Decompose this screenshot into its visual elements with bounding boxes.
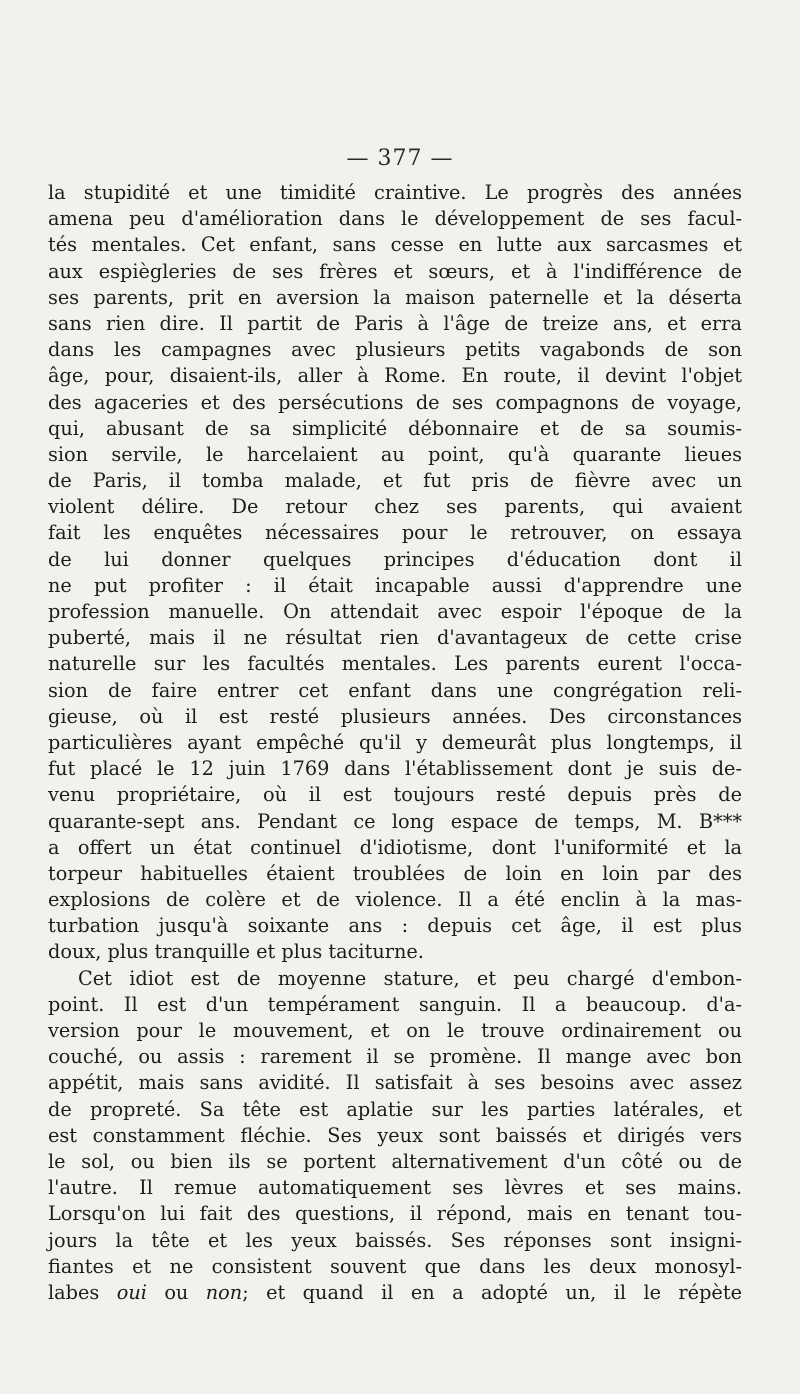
text-line: doux, plus tranquille et plus taciturne. <box>48 940 424 964</box>
text-fragment: ; et quand il en a adopté un, il le répète <box>242 1280 742 1304</box>
text-line: dans les campagnes avec plusieurs petits vagabonds de son <box>48 338 742 362</box>
text-line: sion servile, le harcelaient au point, qu'à quarante lieues <box>48 442 742 466</box>
text-line: a offert un état continuel d'idiotisme, dont l'uniformité et la <box>48 835 742 859</box>
text-line-last <box>48 1280 742 1306</box>
body-text <box>48 180 742 1306</box>
text-line: fiantes et ne consistent souvent que dans les deux monosyl- <box>48 1254 742 1278</box>
text-line: naturelle sur les facultés mentales. Les parents eurent l'occa- <box>48 652 742 676</box>
text-line: sans rien dire. Il partit de Paris à l'âge de treize ans, et erra <box>48 311 742 335</box>
text-line: point. Il est d'un tempérament sanguin. Il a beaucoup. d'a- <box>48 992 742 1016</box>
page-number: — 377 — <box>346 146 454 171</box>
text-line: Lorsqu'on lui fait des questions, il répond, mais en tenant tou- <box>48 1202 742 1226</box>
text-fragment: ou <box>146 1280 206 1304</box>
text-line: particulières ayant empêché qu'il y demeurât plus longtemps, il <box>48 730 742 754</box>
text-line: de Paris, il tomba malade, et fut pris de fièvre avec un <box>48 469 742 493</box>
text-line: l'autre. Il remue automatiquement ses lèvres et ses mains. <box>48 1176 742 1200</box>
text-line: ne put profiter : il était incapable aussi d'apprendre une <box>48 573 742 597</box>
text-line: jours la tête et les yeux baissés. Ses réponses sont insigni- <box>48 1228 742 1252</box>
text-line: aux espiègleries de ses frères et sœurs, et à l'indifférence de <box>48 259 742 283</box>
text-line: amena peu d'amélioration dans le développement de ses facul- <box>48 207 742 231</box>
text-line: de propreté. Sa tête est aplatie sur les parties latérales, et <box>48 1097 742 1121</box>
text-line: qui, abusant de sa simplicité débonnaire et de sa soumis- <box>48 416 742 440</box>
text-fragment: labes <box>48 1280 117 1304</box>
text-line: violent délire. De retour chez ses parents, qui avaient <box>48 495 742 519</box>
text-line: venu propriétaire, où il est toujours resté depuis près de <box>48 783 742 807</box>
italic-word-non: non <box>205 1280 243 1304</box>
text-line: turbation jusqu'à soixante ans : depuis cet âge, il est plus <box>48 914 742 938</box>
text-line: appétit, mais sans avidité. Il satisfait à ses besoins avec assez <box>48 1071 742 1095</box>
text-line: profession manuelle. On attendait avec espoir l'époque de la <box>48 600 742 623</box>
text-line: puberté, mais il ne résultat rien d'avantageux de cette crise <box>48 626 742 650</box>
italic-word-oui: oui <box>116 1280 147 1304</box>
text-line: est constamment fléchie. Ses yeux sont baissés et dirigés vers <box>48 1123 742 1147</box>
text-line: des agaceries et des persécutions de ses compagnons de voyage, <box>48 390 742 414</box>
text-line: torpeur habituelles étaient troublées de loin en loin par des <box>48 861 742 885</box>
text-line: Cet idiot est de moyenne stature, et peu chargé d'embon- <box>78 966 742 990</box>
text-line: la stupidité et une timidité craintive. Le progrès des années <box>48 181 742 204</box>
text-line: sion de faire entrer cet enfant dans une congrégation reli- <box>48 678 742 702</box>
text-line: gieuse, où il est resté plusieurs années. Des circonstances <box>48 704 742 728</box>
text-line: le sol, ou bien ils se portent alternativement d'un côté ou de <box>48 1149 742 1173</box>
text-line: de lui donner quelques principes d'éducation dont il <box>48 547 742 571</box>
text-line: quarante-sept ans. Pendant ce long espace de temps, M. B*** <box>48 809 742 833</box>
text-line: couché, ou assis : rarement il se promène. Il mange avec bon <box>48 1045 742 1069</box>
text-line: explosions de colère et de violence. Il a été enclin à la mas- <box>48 888 742 912</box>
text-line: fait les enquêtes nécessaires pour le retrouver, on essaya <box>48 521 742 545</box>
text-line: tés mentales. Cet enfant, sans cesse en lutte aux sarcasmes et <box>48 233 742 257</box>
text-line: version pour le mouvement, et on le trouve ordinairement ou <box>48 1019 742 1042</box>
text-line: fut placé le 12 juin 1769 dans l'établissement dont je suis de- <box>48 757 742 781</box>
text-line: ses parents, prit en aversion la maison paternelle et la déserta <box>48 285 742 309</box>
text-line: âge, pour, disaient-ils, aller à Rome. En route, il devint l'objet <box>48 364 742 388</box>
